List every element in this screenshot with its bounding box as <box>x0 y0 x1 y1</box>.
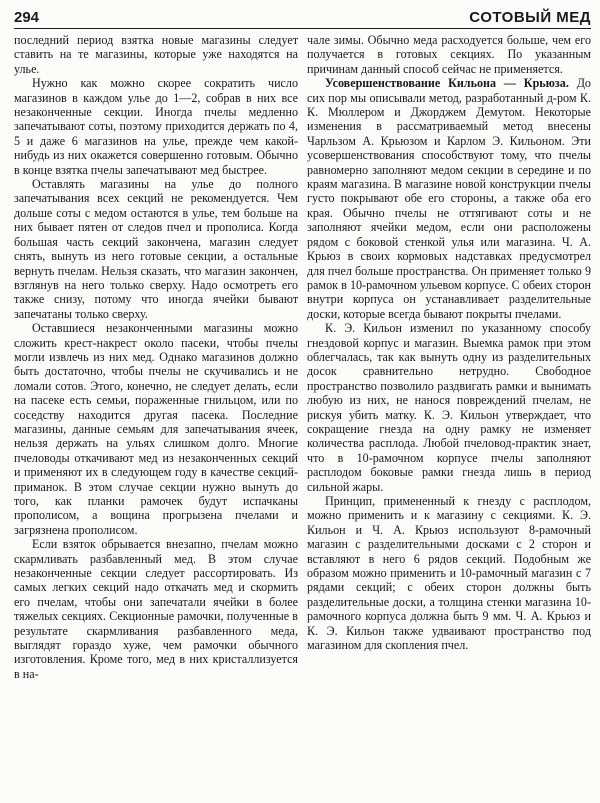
paragraph: Нужно как можно скорее сократить число магазинов в каждом улье до 1—2, собрав в них все незаконченные секции. Иногда пчелы медленно запечатывают соты, поэтому приходится держать по 4, 5 и даже 6 магазинов на улье, прежде чем какой-нибудь из них окажется совершенно готовым. Обычно в конце взятка пчелы запечатывают мед быстрее. <box>14 76 298 177</box>
paragraph: Оставлять магазины на улье до полного запечатывания всех секций не рекомендуется. Чем дольше соты с медом остаются в улье, тем больше на них бывает пятен от следов пчел и прополиса. Когда большая часть секций закончена, магазин следует снять, вынуть из него готовые секции, а остальные вернуть пчелам. Нельзя сказать, что магазин закончен, взглянув на него только сверху. Надо осмотреть его также снизу, потому что иногда ячейки бывают запечатаны только сверху. <box>14 177 298 321</box>
text-columns <box>14 33 591 681</box>
paragraph: Если взяток обрывается внезапно, пчелам можно скармливать разбавленный мед. В этом случае незаконченные секции следует рассортировать. Из самых легких секций надо откачать мед и скормить его пчелам, чтобы они запечатали ячейки в более тяжелых секциях. Секционные рамочки, полученные в результате скармливания разбавленного меда, выглядят гораздо хуже, чем рамочки обычного изготовления. Кроме того, мед в них кристаллизуется в на- <box>14 537 298 681</box>
running-title: СОТОВЫЙ МЕД <box>469 9 591 26</box>
paragraph: Принцип, примененный к гнезду с расплодом, можно применить и к магазину с секциями. К. Э. Кильон и Ч. А. Крьюз используют 8-рамочный магазин с разделительными досками с 2 сторон и вставляют в него 6 рядов секций. Подобным же образом можно применить и 10-рамочный магазин с 7 рядами секций; с обеих сторон должны быть разделительные доски, а толщина стенки магазина 10-рамочного корпуса должна быть 9 мм. Ч. А. Крьюз и К. Э. Кильон также удваивают пространство под магазином для скопления пчел. <box>307 494 591 653</box>
section-paragraph <box>307 76 591 321</box>
section-heading: Усовершенствование Кильона — Крьюза. <box>325 76 569 91</box>
paragraph: последний период взятка новые магазины следует ставить на те магазины, которые уже находятся на улье. <box>14 33 298 76</box>
page-header <box>14 6 591 29</box>
left-column <box>14 33 298 681</box>
paragraph: чале зимы. Обычно меда расходуется больше, чем его получается в готовых секциях. По указанным причинам данный способ сейчас не применяется. <box>307 33 591 76</box>
paragraph: Оставшиеся незаконченными магазины можно сложить крест-накрест около пасеки, чтобы пчелы могли извлечь из них мед. Однако магазинов должно быть достаточно, чтобы пчелы не скучивались и не ломали сотов. Этого, конечно, не следует делать, если на пасеке есть семьи, пораженные гнильцом, или по соседству находится другая пасека. Последние магазины, данные семьям для запечатывания ячеек, нельзя держать на ульях слишком долго. Многие пчеловоды откачивают мед из незаконченных секций и применяют их в следующем году в качестве секций-приманок. В этом случае секции нужно вынуть до того, как планки рамочек будут испачканы прополисом, а вощина прогрызена пчелами и загрязнена прополисом. <box>14 321 298 537</box>
right-column <box>307 33 591 681</box>
paragraph: К. Э. Кильон изменил по указанному способу гнездовой корпус и магазин. Выемка рамок при этом облегчалась, так как вынуть одну из разделительных досок сравнительно нетрудно. Свободное пространство позволило раздвигать рамки и вынимать любую из них, не нанося повреждений пчелам, не рискуя убить матку. К. Э. Кильон утверждает, что сокращение гнезда на одну рамку не изменяет количества расплода. Любой пчеловод-практик знает, что в 10-рамочном корпусе пчелы заполняют расплодом боковые рамки гнезда лишь в период сильной жары. <box>307 321 591 494</box>
section-text: До сих пор мы описывали метод, разработанный д-ром К. К. Мюллером и Джорджем Демутом. Некоторые изменения в рассматриваемый метод внесены Чарльзом А. Крьюзом и Карлом Э. Кильоном. Эти усовершенствования способствуют тому, что пчелы равномерно заполняют медом секции в середине и по краям магазина. В магазине новой конструкции пчелы густо покрывают обе его стороны, а также оба его края. Обычно пчелы не оттягивают соты и не заполняют ячейки медом, если они расположены рядом с боковой стенкой улья или магазина. Ч. А. Крьюз в своих кормовых надставках предусмотрел для пчел больше пространства. Он применяет только 9 рамок в 10-рамочном ульевом корпусе. С обеих сторон внутри корпуса он устанавливает разделительные доски, которые всегда бывают покрыты пчелами. <box>307 76 591 321</box>
page-number: 294 <box>14 9 40 26</box>
